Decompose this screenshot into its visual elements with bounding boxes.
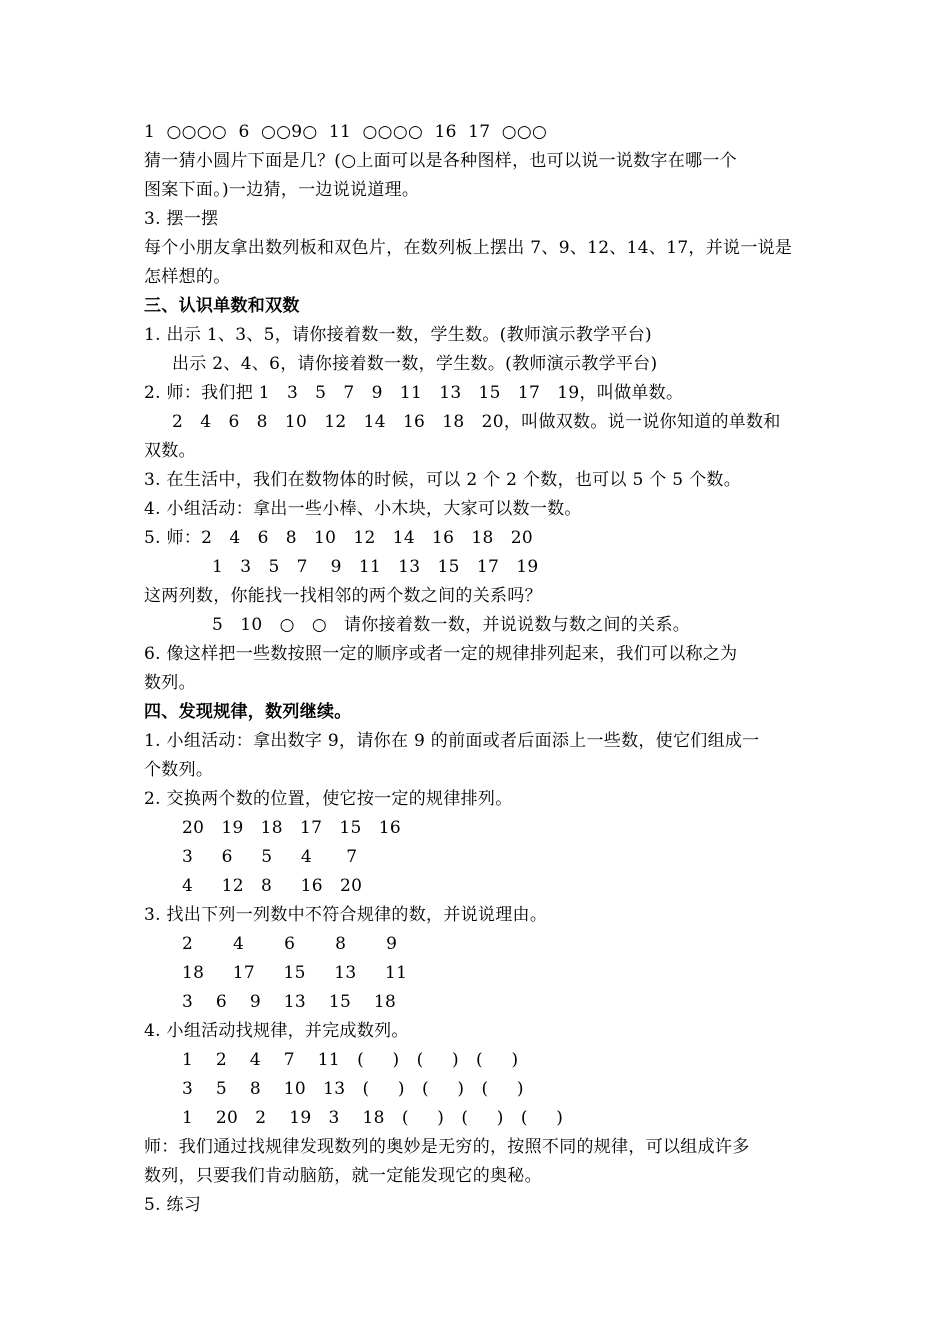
paragraph-line: 猜一猜小圆片下面是几？(○上面可以是各种图样，也可以说一说数字在哪一个 (144, 151, 737, 171)
list-item: 3. 找出下列一列数中不符合规律的数，并说说理由。 (144, 905, 548, 925)
number-row: 5 10 ○ ○ 请你接着数一数，并说说数与数之间的关系。 (212, 615, 691, 635)
list-item-continuation: 出示 2、4、6，请你接着数一数，学生数。(教师演示教学平台) (172, 354, 658, 374)
section-heading-3: 三、认识单数和双数 (144, 296, 300, 316)
circle-guess-sequence: 1 ○○○○ 6 ○○9○ 11 ○○○○ 16 17 ○○○ (144, 122, 548, 142)
list-item: 4. 小组活动：拿出一些小棒、小木块，大家可以数一数。 (144, 499, 582, 519)
paragraph-line: 师：我们通过找规律发现数列的奥妙是无穷的，按照不同的规律，可以组成许多 (144, 1137, 750, 1157)
number-row: 4 12 8 16 20 (182, 876, 363, 896)
list-item: 5. 师：2 4 6 8 10 12 14 16 18 20 (144, 528, 533, 548)
paragraph-line: 数列，只要我们肯动脑筋，就一定能发现它的奥秘。 (144, 1166, 542, 1186)
number-row: 3 6 9 13 15 18 (182, 992, 397, 1012)
number-row: 2 4 6 8 9 (182, 934, 398, 954)
number-row: 1 20 2 19 3 18 ( ) ( ) ( ) (182, 1108, 564, 1128)
list-item: 2. 交换两个数的位置，使它按一定的规律排列。 (144, 789, 513, 809)
paragraph-line: 这两列数，你能找一找相邻的两个数之间的关系吗？ (144, 586, 542, 606)
list-item: 3. 摆一摆 (144, 209, 219, 229)
number-row: 18 17 15 13 11 (182, 963, 408, 983)
paragraph-line: 每个小朋友拿出数列板和双色片，在数列板上摆出 7、9、12、14、17，并说一说是 (144, 238, 793, 258)
paragraph-line: 个数列。 (144, 760, 214, 780)
section-heading-4: 四、发现规律，数列继续。 (144, 702, 352, 722)
paragraph-line: 怎样想的。 (144, 267, 231, 287)
list-item: 6. 像这样把一些数按照一定的顺序或者一定的规律排列起来，我们可以称之为 (144, 644, 738, 664)
number-row: 1 3 5 7 9 11 13 15 17 19 (212, 557, 539, 577)
number-row: 3 5 8 10 13 ( ) ( ) ( ) (182, 1079, 524, 1099)
number-row: 3 6 5 4 7 (182, 847, 358, 867)
list-item: 1. 小组活动：拿出数字 9，请你在 9 的前面或者后面添上一些数，使它们组成一 (144, 731, 760, 751)
number-row: 2 4 6 8 10 12 14 16 18 20，叫做双数。说一说你知道的单数和 (172, 412, 781, 432)
list-item: 5. 练习 (144, 1195, 202, 1215)
number-row: 20 19 18 17 15 16 (182, 818, 401, 838)
list-item: 3. 在生活中，我们在数物体的时候，可以 2 个 2 个数，也可以 5 个 5 个数。 (144, 470, 742, 490)
list-item: 4. 小组活动找规律，并完成数列。 (144, 1021, 409, 1041)
number-row: 1 2 4 7 11 ( ) ( ) ( ) (182, 1050, 519, 1070)
list-item: 1. 出示 1、3、5，请你接着数一数，学生数。(教师演示教学平台) (144, 325, 652, 345)
list-item: 2. 师：我们把 1 3 5 7 9 11 13 15 17 19，叫做单数。 (144, 383, 684, 403)
paragraph-line: 数列。 (144, 673, 196, 693)
paragraph-line: 双数。 (144, 441, 196, 461)
paragraph-line: 图案下面。)一边猜，一边说说道理。 (144, 180, 420, 200)
